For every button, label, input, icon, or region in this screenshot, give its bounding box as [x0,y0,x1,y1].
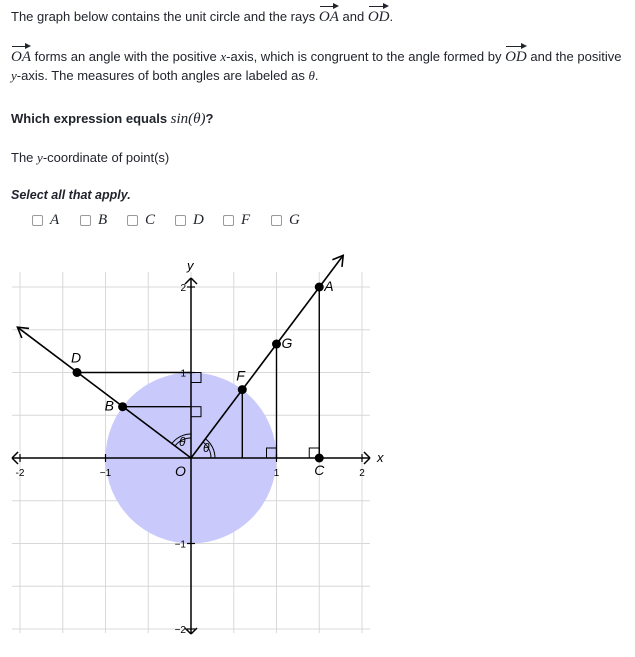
y-tick-label: 2 [180,283,186,294]
unit-circle-graph [0,250,635,657]
desc-theta: θ [308,68,315,83]
choice-label: A [50,211,60,228]
intro-and: and [342,9,365,24]
x-axis-arrow-left [12,452,18,458]
y-tick-label: −2 [174,625,186,636]
checkbox[interactable] [127,215,138,226]
theta-label: θ [179,435,186,449]
checkbox[interactable] [80,215,91,226]
vector-oa: OA [319,4,339,25]
intro-text-start: The graph below contains the unit circle and the rays [11,9,316,24]
choice-label: F [241,211,251,228]
x-axis-arrow-left [12,458,18,464]
point-g [272,340,281,349]
point-b [118,402,127,411]
x-axis-arrow-right [364,452,370,458]
vector-oa: OA [11,44,31,65]
x-tick-label: −1 [99,468,112,479]
desc-part-2: -axis, which is congruent to the angle formed by [226,49,502,64]
desc-part-4: -axis. The measures of both angles are labeled as [16,68,305,83]
point-label-f: F [236,367,245,384]
point-label-b: B [104,397,114,414]
vector-od: OD [505,44,527,65]
checkbox[interactable] [271,215,282,226]
question-expression: sin(θ) [170,111,206,127]
description-text [11,44,626,85]
x-axis-label: x [377,450,384,465]
question-text [11,109,626,129]
origin-label: O [175,463,186,479]
intro-period: . [389,9,394,24]
vector-od: OD [368,4,390,25]
question-mark: ? [205,111,214,126]
hint-y-var: y [37,150,43,165]
point-label-g: G [281,335,293,352]
choice-a[interactable] [32,211,80,229]
y-tick-label: 1 [180,368,186,380]
point-d [73,368,82,377]
choice-label: B [98,211,108,228]
choice-b[interactable] [80,211,127,229]
x-axis-arrow-right [364,458,370,464]
checkbox[interactable] [32,215,43,226]
choice-label: D [193,211,204,228]
choice-g[interactable] [271,211,319,229]
choice-label: C [145,211,156,228]
x-tick-label: 1 [273,468,280,479]
y-axis-arrow-up [191,278,197,284]
checkbox[interactable] [223,215,234,226]
point-a [315,283,324,292]
point-label-d: D [71,349,82,366]
hint-part-1: The [11,150,34,165]
checkbox[interactable] [175,215,186,226]
choice-c[interactable] [127,211,175,229]
intro-text [11,4,626,26]
point-f [238,385,247,394]
desc-x-var: x [220,49,227,64]
choice-d[interactable] [175,211,223,229]
y-tick-label: −1 [174,539,186,551]
desc-period: . [314,68,319,83]
point-label-c: C [314,462,325,478]
hint-part-2: -coordinate of point(s) [42,150,170,165]
x-tick-label: 2 [359,468,365,479]
theta-label: θ [203,441,210,455]
point-label-a: A [324,278,334,294]
desc-part-3: and the positive [530,49,622,64]
choice-label: G [289,211,300,228]
answer-hint [11,148,626,167]
choice-list [32,211,319,229]
x-tick-label: -2 [15,468,25,479]
desc-y-var: y [11,68,17,83]
desc-part-1: forms an angle with the positive [34,49,217,64]
question-prompt: Which expression equals [11,111,168,126]
select-instruction: Select all that apply. [11,188,131,202]
choice-f[interactable] [223,211,271,229]
y-axis-label: y [187,258,194,273]
